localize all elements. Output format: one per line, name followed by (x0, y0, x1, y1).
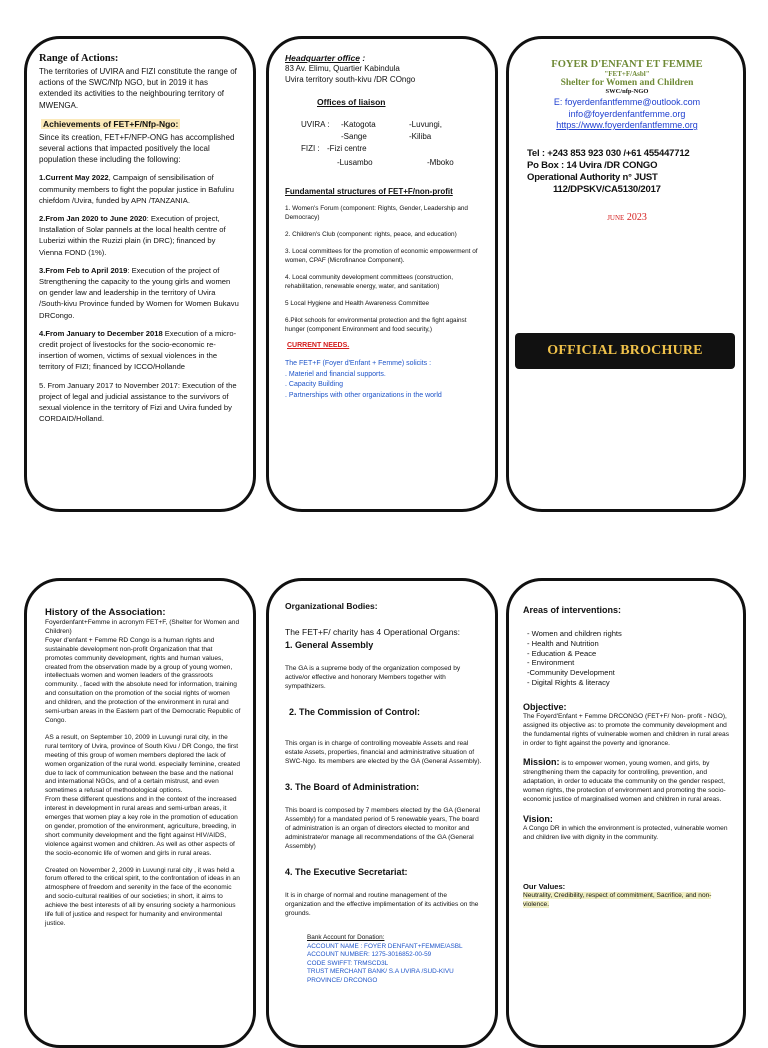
bank-line: ACCOUNT NAME : FOYER DENFANT+FEMME/ASBL (307, 942, 463, 950)
bank-title: Bank Account for Donation: (307, 934, 385, 941)
achievement-period: 3.From Feb to April 2019 (39, 265, 128, 275)
section-text: This organ is in charge of controlling moveable Assets and real estate Assets, properties, financial and administrative situation of SWC-Ngo. Its members are elected by the GA (General Assembly). (285, 740, 482, 765)
section-text: It is in charge of normal and routine management of the organization and the effective implimentation of its activities on the grounds. (285, 892, 479, 917)
hq-colon: : (359, 53, 366, 63)
achievement-item (39, 328, 239, 373)
contact-block (521, 97, 733, 132)
website-link[interactable] (521, 120, 733, 132)
panel-cover (506, 36, 746, 512)
values-text: Neutrality, Credibility, respect of commitment, Sacrifice, and non-violence. (523, 891, 712, 908)
panel-history (24, 578, 256, 1048)
achievement-text: 5. From January 2017 to November 2017: Execution of the project of legal and judicial assistance to the survivors of sexual violence in the territory of Fizi and Uvira funded by CORDAID/Holland. (39, 380, 237, 424)
achievements-intro: Since its creation, FET+F/NFP-ONG has accomplished several actions that impacted positively the local population these including the following: (39, 132, 235, 165)
objective-text: The Foyerd'Enfant + Femme DRCONGO (FET+F/ Non- profit - NGO), assigned its objective as: to promote the community development and the fundamental rights of vulnerable women and children in rural areas in order to fight against the poverty and ignorance. (523, 712, 729, 747)
bank-line: TRUST MERCHANT BANK/ S.A UVIRA /SUD-KIVU (307, 968, 454, 976)
official-brochure-banner: OFFICIAL BROCHURE (515, 333, 735, 369)
history-paragraph: AS a result, on September 10, 2009 in Luvungi rural city, in the rural territory of Uvira, province of South Kivu / DR Congo, the first meeting of this group of women members deplored the lack of women organization of the rural world. especially feminine, created due to lack of communication between the base and the national and international NGOs, and of a certain mistrust, and even sometimes a refusal of methodological options. From these different questions and in the context of the increased interest in development in rural areas and semi-urban areas, it emerges that women play a key role in the promotion of education on gender, promotion of the environment, agriculture, breeding, in short community development and the fight against HIV/AIDS, violence against women and children. As well as other aspects of the socio-economic life of women and girls in rural areas. (45, 733, 240, 857)
needs-intro: The FET+F (Foyer d'Enfant + Femme) solicits : (285, 360, 432, 368)
structure-item: 4. Local community development committees (construction, rehabilitation, renewable energy, water, and sanitation) (285, 274, 454, 291)
office-sange: -Sange (341, 132, 367, 142)
section-text: The GA is a supreme body of the organization composed by active/or effective and honorary Members together with sympathizers. (285, 665, 461, 690)
area-item: - Digital Rights & literacy (527, 677, 610, 687)
achievement-period: 1.Current May 2022 (39, 173, 109, 183)
mission-block (523, 758, 733, 804)
structure-item: 3. Local committees for the promotion of economic empowerment of women, CPAF (Microfinance Component). (285, 248, 478, 265)
achievement-item (39, 265, 239, 321)
bank-line: PROVINCE/ DRCONGO (307, 976, 378, 984)
operational-authority: Operational Authority n° JUST (527, 171, 658, 183)
date-month: JUNE (607, 213, 625, 222)
achievement-text: , Campaign of sensibilisation of community members to fight the popular justice in Bafuliru chiefdom /Uvira, funded by APN /TANZANIA. (39, 173, 234, 205)
mission-label: Mission: (523, 756, 560, 767)
vision-text: A Congo DR in which the environment is protected, vulnerable women and children live with dignity in the community. (523, 824, 728, 841)
fizi-label: FIZI : (301, 144, 320, 154)
section-title: 1. General Assembly (285, 640, 374, 650)
date-year: 2023 (626, 211, 647, 223)
bank-line: ACCOUNT NUMBER: 1275-3016852-00-59 (307, 951, 432, 959)
brochure-date (521, 212, 733, 223)
structure-item: 2. Children's Club (component: rights, peace, and education) (285, 231, 457, 239)
org-swc: SWC/nfp-NGO (605, 88, 649, 95)
hq-address-line1: 83 Av. Elimu, Quartier Kabindula (285, 64, 400, 73)
achievement-item (39, 380, 239, 425)
offices-list (285, 119, 483, 181)
section-text: This board is composed by 7 members elected by the GA (General Assembly) for a mandated period of 5 renewable years, The board of administration is an organ of directors elected to monitor and administrate/or manage all recommendations of the GA (General Assembly) (285, 807, 480, 850)
panel-range-of-actions (24, 36, 256, 512)
areas-heading: Areas of interventions: (523, 605, 622, 615)
needs-list (285, 359, 483, 401)
authority-number: 112/DPSKV/CA5130/2017 (553, 183, 661, 195)
panel-areas (506, 578, 746, 1048)
range-text: The territories of UVIRA and FIZI constitute the range of actions of the SWC/Nfp NGO, but in 2019 it has extended its activities to the neighbouring territory of MWENGA. (39, 67, 237, 110)
need-item: . Partnerships with other organizations in the world (285, 391, 442, 399)
history-title: History of the Association: (45, 607, 166, 618)
panel-organizational-bodies (266, 578, 498, 1048)
bank-account (307, 934, 483, 986)
achievement-period: 2.From Jan 2020 to June 2020 (39, 214, 147, 224)
bodies-heading: Organizational Bodies: (285, 601, 378, 611)
uvira-label: UVIRA : (301, 120, 330, 130)
need-item: . Capacity Building (285, 381, 343, 389)
area-item: -Community Development (527, 668, 615, 678)
bank-line: CODE SWIFFT: TRMSCD3L (307, 959, 389, 967)
vision-label: Vision: (523, 813, 553, 824)
area-item: - Women and children rights (527, 629, 622, 638)
website-url[interactable]: https://www.foyerdenfantfemme.org (556, 120, 698, 130)
area-item: - Environment (527, 658, 575, 668)
area-item: - Health and Nutrition (527, 638, 599, 648)
org-tagline: Shelter for Women and Children (560, 78, 694, 88)
panel-headquarter (266, 36, 498, 512)
structures-title: Fundamental structures of FET+F/non-profit (285, 187, 453, 197)
section-title: 4. The Executive Secretariat: (285, 867, 408, 877)
need-item: . Materiel and financial supports. (285, 370, 386, 378)
achievement-item (39, 172, 239, 206)
po-box: Po Box : 14 Uvira /DR CONGO (527, 159, 658, 171)
mission-text: is to empower women, young women, and girls, by strengthening them the capacity for controlling, prevention, and adaptation, in order to educate the community on the gender respect, women rights, the protection of environment and promoting the socio-economic justice of marginalised women and children in rural areas. (523, 759, 726, 803)
email-outlook[interactable]: E: foyerdenfantfemme@outlook.com (553, 97, 701, 107)
hq-title: Headquarter office (285, 53, 360, 63)
office-mboko: -Mboko (427, 158, 454, 168)
email-info[interactable]: info@foyerdenfantfemme.org (568, 108, 686, 119)
office-kiliba: -Kiliba (409, 132, 432, 142)
structure-item: 5 Local Hygiene and Health Awareness Committee (285, 300, 430, 308)
section-title: 2. The Commission of Control: (289, 707, 421, 717)
hq-heading (285, 53, 483, 63)
structures-list (285, 204, 483, 334)
office-luvungi: -Luvungi, (409, 120, 442, 130)
hq-address-line2: Uvira territory south-kivu /DR COngo (285, 75, 416, 85)
objective-label: Objective: (523, 701, 567, 712)
areas-list (527, 629, 733, 688)
achievement-text: Execution of a micro-credit project of livestocks for the socio-economic re-insertion of women, victims of sexual violences in the territory of FIZI; financed by ICCO/Hollande (39, 328, 237, 372)
history-paragraph: Created on November 2, 2009 in Luvungi rural city , it was held a forum offered to the critical spirit, to the confrontation of ideas in an atmosphere of freedom and serenity in the face of the economic and socio-cultural realities of our societies; in short, it aims to achieve the best interests of all by ensuring society a harmonious life full of justice and respect for humanity and environmental justice. (45, 866, 240, 927)
achievement-text: : Execution of project, Installation of Solar pannels at the local health centre of Luberizi within the Ruzizi plain (in DRC); financed by Vienna FOND (1%). (39, 214, 226, 257)
org-short: "FET+F/Asbl" (604, 70, 650, 78)
area-item: - Education & Peace (527, 648, 597, 658)
structure-item: 1. Women's Forum (component: Rights, Gender, Leadership and Democracy) (285, 205, 468, 222)
history-paragraph: Foyerdenfant+Femme in acronym FET+F, (Shelter for Women and Children) Foyer d'enfant + Femme RD Congo is a human rights and sustainable development non-profit Organization that that promotes community development, rights and human values, created from the observation made by a group of young women, intellectuals women and women leaders of the grassroots community. , faced with the absolute need for information, training and consultation on the promotion of the social rights of women and children, and the protection of the environment in rural and semi-urban areas in the Eastern part of the Democratic Republic of Congo. (45, 619, 241, 724)
bodies-intro: The FET+F/ charity has 4 Operational Organs: (285, 627, 461, 637)
achievements-title: Achievements of FET+F/Nfp-Ngo: (43, 118, 179, 129)
structure-item: 6.Pilot schools for environmental protection and the fight against hunger (component Environment and food security,) (285, 317, 467, 334)
offices-title: Offices of liaison (317, 97, 386, 108)
achievement-period: 4.From January to December 2018 (39, 328, 163, 338)
current-needs-title: CURRENT NEEDS. (287, 342, 350, 350)
office-fizi-centre: -Fizi centre (327, 144, 367, 154)
telephone: Tel : +243 853 923 030 /+61 455447712 (527, 147, 690, 159)
contact-details (527, 148, 733, 196)
achievement-text: : Execution of the project of Strengthening the capacity to the young girls and women on gender law and leadership in the territory of Uvira /South-kivu Province funded by Women for Women Bukavu DRCongo. (39, 265, 239, 320)
office-katogota: -Katogota (341, 120, 376, 130)
achievements-list (39, 172, 239, 424)
section-title: 3. The Board of Administration: (285, 782, 420, 792)
range-title: Range of Actions: (39, 53, 119, 64)
org-name: FOYER D'ENFANT ET FEMME (551, 59, 703, 70)
achievement-item (39, 213, 239, 258)
values-label: Our Values: (523, 881, 566, 891)
office-lusambo: -Lusambo (337, 158, 373, 168)
